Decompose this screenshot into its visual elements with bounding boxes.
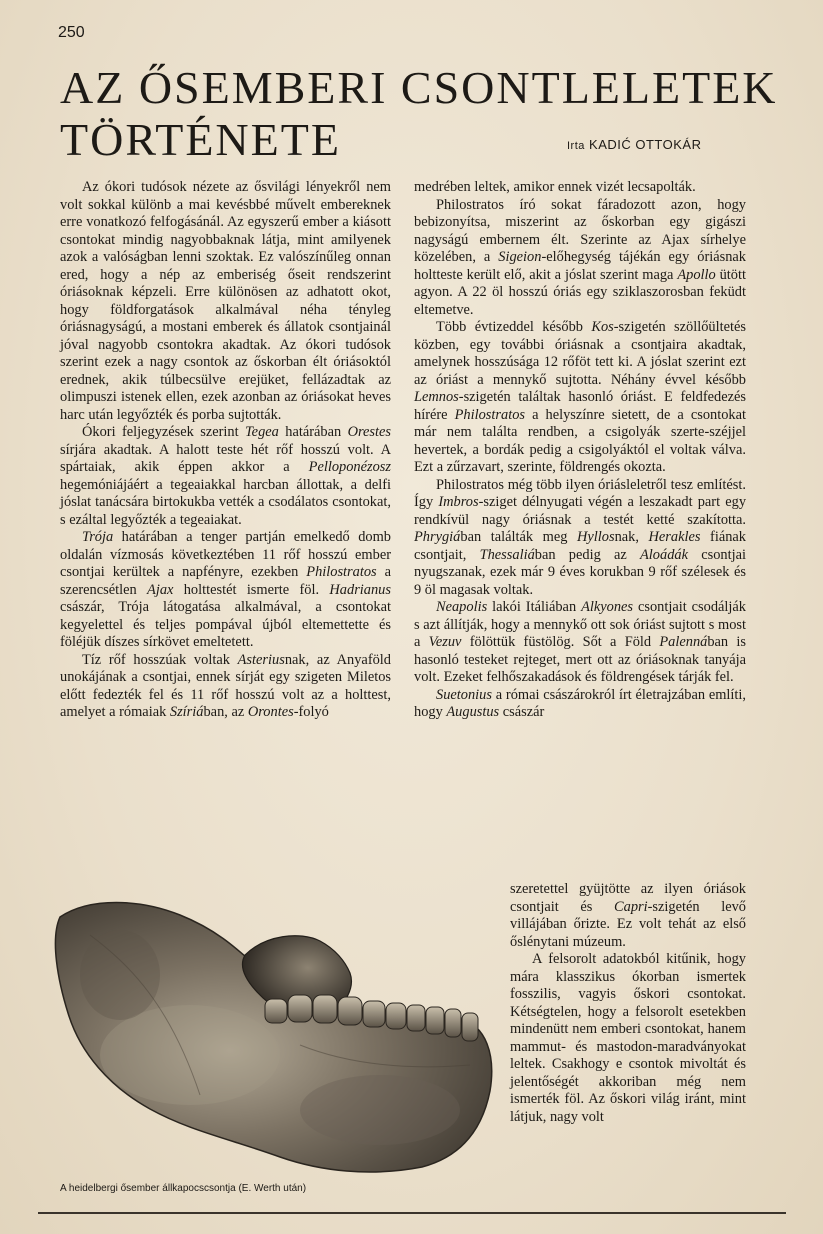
emphasis: Orontes	[247, 704, 294, 720]
text-run: Philostratos még több ilyen óriásleletről tesz említést. Így	[414, 476, 746, 510]
text-run: sírjára akadtak. A halott teste hét rőf hosszú volt. A spártaiak, akik éppen akkor a	[60, 441, 391, 475]
emphasis: Philostratos	[306, 564, 377, 580]
emphasis: Sigeion	[498, 249, 542, 265]
paragraph	[510, 881, 746, 951]
paragraph	[414, 319, 746, 477]
right-column-continued	[510, 881, 746, 1126]
article-title-line-1: AZ ŐSEMBERI CSONTLELETEK	[60, 62, 778, 113]
text-run: holttestét ismerte föl.	[173, 581, 330, 598]
text-run: Philostratos író sokat fáradozott azon, hogy bebizonyítsa, miszerint az őskorban egy gigászi nagyságú embernem élt. Szerinte az Ajax sírhelye közelében, a	[414, 196, 746, 265]
paragraph	[60, 529, 391, 652]
left-column	[60, 179, 391, 722]
paragraph	[60, 424, 391, 529]
paragraph	[414, 687, 746, 722]
emphasis: Pelloponézosz	[308, 459, 391, 475]
text-run: nak, az Anyaföld unokájának a csontjai, ennek sírját egy szigeten Miletos előtt fedezték fel és 11 rőf hosszú volt az a holttest, amelyet a rómaiak	[60, 651, 391, 720]
emphasis: Phrygiá	[414, 529, 461, 545]
text-run: Tíz rőf hosszúak voltak	[82, 651, 238, 668]
right-column	[414, 179, 746, 722]
emphasis: Philostratos	[454, 406, 525, 423]
paragraph	[414, 599, 746, 687]
page-number: 250	[58, 24, 85, 41]
emphasis: Herakles	[648, 529, 701, 545]
text-run: fiának csontjait,	[414, 529, 746, 563]
text-run: csontjait csodálják s azt állítják, hogy a mennykő ott sok óriást sujtott s most a	[414, 599, 746, 650]
text-run: csontjai nyugszanak, ezek már 9 éves korukban 9 rőf szélesek és 9 öl magasak voltak.	[414, 546, 746, 598]
emphasis: Apollo	[677, 266, 716, 283]
text-run: szeretettel gyüjtötte az ilyen óriások csontjait és	[510, 881, 746, 915]
emphasis: Vezuv	[428, 634, 462, 650]
paragraph	[414, 197, 746, 320]
text-run: határában a tenger partján emelkedő domb oldalán vízmosás következtében 11 rőf hosszú ember csontjai kerültek a napfényre, ezekben	[60, 529, 391, 580]
emphasis: Hadrianus	[329, 581, 391, 598]
figure-caption: A heidelbergi ősember állkapocscsontja (E. Werth után)	[60, 1183, 307, 1194]
emphasis: Tegea	[245, 424, 279, 440]
text-run: -szigetén levő villájában őrizte. Ez volt tehát az első őslénytani múzeum.	[510, 898, 746, 950]
emphasis: Ajax	[147, 581, 174, 598]
paragraph: A felsorolt adatokból kitűnik, hogy mára klasszikus ókorban ismertek fosszilis, vagyis őskori csontokat. Kétségtelen, hogy a felsorolt esetekben mindenütt nem emberi csontokat, hanem mammut- és mastodon-maradványokat leltek. Csakhogy e csontok mivoltát és jelentőségét akkoriban még nem ismerték föl. Az őskori világ iránt, mint látjuk, nagy volt	[510, 951, 746, 1125]
text-run: -szigetén szöllőültetés közben, egy további óriásnak a csontjaira akadtak, amelynek hosszúsága 12 rőföt tett ki. A jóslat szerint ezt az óriást a mennykő sujtotta. Néhány évvel később	[414, 319, 746, 388]
text-run: Ókori feljegyzések szerint	[82, 424, 245, 440]
text-run: határában	[278, 424, 348, 440]
text-run: ban pedig az	[534, 546, 641, 563]
paragraph: medrében leltek, amikor ennek vizét lecsapolták.	[414, 179, 696, 195]
text-run: a római császárokról írt életrajzában említi, hogy	[414, 686, 746, 720]
emphasis: Hyllos	[576, 529, 615, 545]
byline-prefix: Irta	[567, 140, 585, 152]
text-run: fölöttük füstölög. Sőt a Föld	[461, 634, 660, 650]
emphasis: Neapolis	[436, 599, 488, 615]
text-run: nak,	[614, 529, 649, 545]
text-run: -szigetén találtak hasonló óriást. E feldfedezés hírére	[414, 389, 746, 423]
emphasis: Asterius	[237, 651, 285, 668]
byline-author: KADIĆ OTTOKÁR	[589, 137, 702, 152]
emphasis: Imbros	[438, 494, 479, 510]
text-run: a helyszínre sietett, de a csontokat már nem találta rendben, a csigolyák szerte-széjjel hevertek, a bordák pedig a csigolyáktól el voltak válva. Ezt a zűrzavart, szerinte, földrengés okozta.	[414, 406, 746, 475]
emphasis: Capri	[614, 898, 648, 915]
jaw-bone-illustration	[50, 895, 496, 1175]
paragraph: Az ókori tudósok nézete az ősvilági lényekről nem volt sokkal különb a mai kevésbbé művelt embereknek erre vonatkozó felfogásánál. Az egyszerű ember a kiásott csontokat mindig nagyobbaknak látja, mint amilyenek azok a valóságban lenni szoktak. Ez valószínűleg onnan ered, hogy a nép az emberiség őseit rendszerint óriásoknak képzeli. Erre különösen az adhatott okot, hogy földforgatások alkalmával néha tényleg óriásnagyságú, a mostani emberek és állatok csontjainál jóval nagyobb csontokra akadtak. Az ókori tudósok szerint ezek a nagy csontok az őskorban élt óriásoktól erednek, akik túlbecsülve erejüket, fellázadtak az olimpuszi istenek ellen, ezek azonban az óriásokat heves harc után legyőzték és porba sujtották.	[60, 179, 391, 423]
text-run: -sziget délnyugati végén a leszakadt part egy rendkívül nagy óriásnak a testét ketté szakította.	[414, 494, 747, 528]
text-run: császár, Trója látogatása alkalmával, a csontokat kegyelettel és teljes pompával újból eltemettette és föléjük díszes sírkövet emeltetett.	[60, 599, 391, 650]
emphasis: Trója	[82, 529, 114, 545]
emphasis: Alkyones	[581, 599, 634, 615]
text-run: ban, az	[203, 704, 248, 720]
paragraph	[414, 477, 746, 600]
text-run: ütött agyon. A 22 öl hosszú óriás egy sziklaszorosban feküdt eltemetve.	[414, 266, 747, 318]
page-bottom-rule	[38, 1212, 786, 1214]
text-run: -előhegység tájékán egy óriásnak holtteste került elő, akit a jóslat szerint maga	[414, 249, 746, 283]
paragraph	[60, 652, 391, 722]
emphasis: Suetonius	[436, 686, 492, 703]
text-run: lakói Itáliában	[487, 599, 582, 615]
emphasis: Thessaliá	[479, 546, 535, 563]
text-run: Több évtizeddel később	[436, 319, 592, 335]
text-run: -folyó	[293, 704, 329, 720]
emphasis: Palenná	[659, 634, 708, 650]
emphasis: Aloádák	[640, 546, 688, 563]
emphasis: Kos	[591, 319, 614, 335]
text-run: ban találták meg	[460, 529, 577, 545]
emphasis: Orestes	[347, 424, 391, 440]
text-run: a szerencsétlen	[60, 564, 391, 598]
text-run: császár	[499, 704, 545, 720]
article-title-line-2: TÖRTÉNETE	[60, 114, 341, 165]
byline	[567, 137, 701, 152]
text-run: hegemóniájáért a tegeaiakkal harcban állottak, a delfi jóslat tanácsára birtokukba vették a csodálatos csontokat, s ezáltal legyőzték a tegeaiakat.	[60, 476, 391, 528]
emphasis: Lemnos	[414, 389, 459, 405]
emphasis: Szíriá	[169, 704, 204, 720]
text-run: ban is hasonló testeket rejteget, mert ott az óriásoknak tanyája volt. Ezeket felhőszakadások és földrengések tárják fel.	[414, 634, 746, 685]
emphasis: Augustus	[446, 704, 500, 720]
jaw-bone-photo	[50, 895, 496, 1175]
